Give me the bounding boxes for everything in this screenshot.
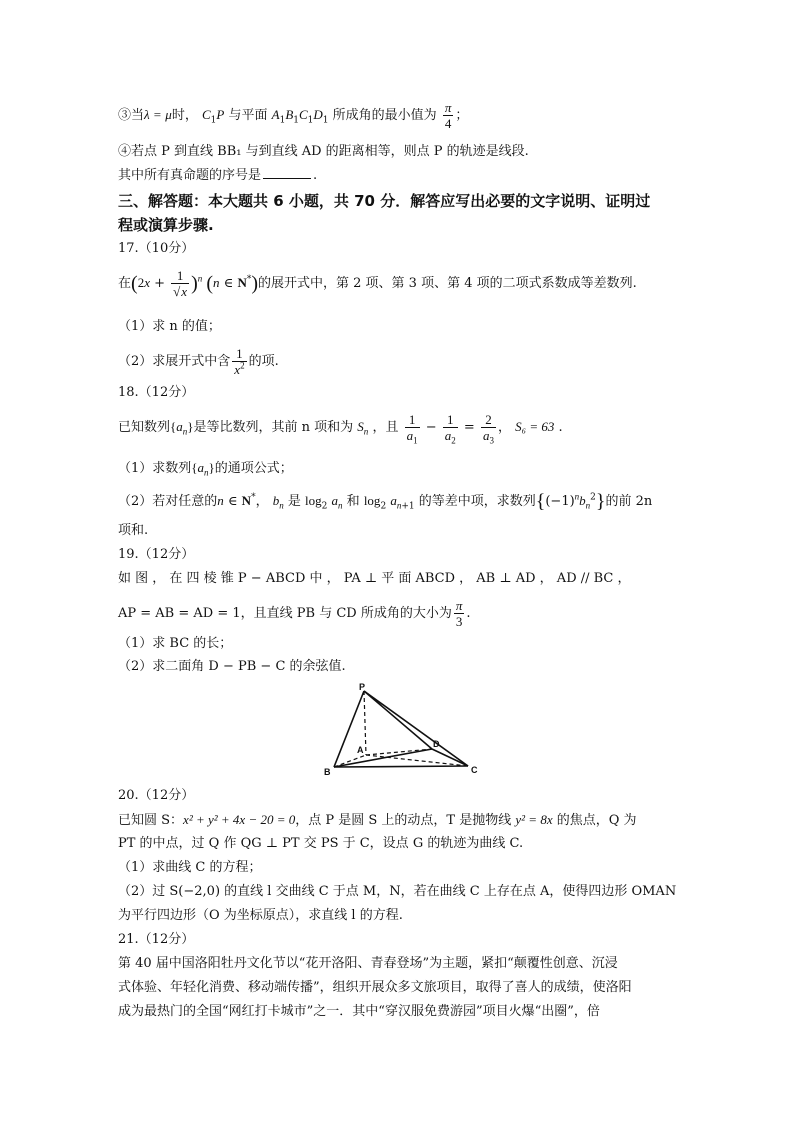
label-D: D (433, 739, 440, 749)
edge-BC (334, 766, 468, 767)
q20-heading: 20.（12分） (118, 788, 195, 803)
q18-heading: 18.（12分） (118, 385, 195, 400)
fill-in-text: 其中所有真命题的序号是 (118, 168, 262, 183)
statement-3: ③当λ = μ时， $C_1P$ 与平面 $A_1B_1C_1D_1$ 所成角的最小值为 $\frac{\pi}{4}$ ； (118, 100, 469, 131)
q18-part2-c: 是 (287, 494, 301, 509)
q18-part1: （1）求数列$\{a_n\}$的通项公式； (118, 460, 293, 478)
label-B: B (324, 767, 331, 775)
q19-stem-line2-b: . (466, 606, 471, 621)
q20-parabola-equation: y² = 8x (515, 812, 553, 827)
section-3-title: 三、解答题：本大题共 6 小题，共 70 分．解答应写出必要的文字说明、证明过 (118, 192, 651, 210)
q19-part1: （1）求 BC 的长； (118, 636, 233, 651)
fraction-2-over-a3: $\frac{2}{a_3}$ (482, 412, 494, 446)
edge-PC (364, 691, 468, 766)
q21-heading: 21.（12分） (118, 932, 195, 947)
q19-stem-line2-a: AP = AB = AD = 1，且直线 PB 与 CD 所成角的大小为 (118, 606, 452, 621)
q21-line3: 成为最热门的全国“网红打卡城市”之一．其中“穿汉服免费游园”项目火爆“出圈”，倍 (118, 1004, 600, 1019)
edge-PA-hidden (364, 691, 366, 755)
q18-stem-c: ，且 (372, 420, 399, 435)
q18-part2-cont: 项和. (118, 523, 149, 538)
q19-stem-line1: 如 图 ， 在 四 棱 锥 P − ABCD 中 ， PA ⊥ 平 面 ABCD ， AB ⊥ AD ， AD // BC ， (118, 571, 631, 586)
q17-heading: 17.（10分） (118, 241, 195, 256)
statement-3-text-d: 所成角的最小值为 (332, 108, 437, 123)
label-A: A (357, 745, 364, 755)
q18-part2-a: （2）若对任意的 (118, 494, 218, 509)
q18-part2-b: ， (255, 494, 269, 509)
pyramid-figure (320, 683, 500, 775)
q21-line1: 第 40 届中国洛阳牡丹文化节以“花开洛阳、青春登场”为主题，紧扣“颠覆性创意、沉浸 (118, 956, 618, 971)
q19-stem-line2 (118, 598, 471, 629)
statement-3-text: ③当 (118, 108, 145, 123)
fraction-1-over-x2: $\frac{1}{x^2}$ (234, 346, 245, 377)
q18-stem: 已知数列$\{a_n\}$是等比数列，其前 n 项和为 $S_n$ ，且 $\frac{1}{a_1}$ − $\frac{1}{a_2}$ = $\frac{2}{a_3}$ ， S₆ = 63 . (118, 412, 563, 446)
statement-3-text-e: ； (455, 108, 469, 123)
q20-stem-line2: PT 的中点，过 Q 作 QG ⊥ PT 交 PS 于 C，设点 G 的轨迹为曲线 C. (118, 836, 524, 851)
q21-line2: 式体验、年轻化消费、移动端传播”，组织开展众多文旅项目，取得了喜人的成绩，使洛阳 (118, 980, 632, 995)
q18-part2-f: 的前 2n (605, 494, 653, 509)
q20-part2-cont: 为平行四边形（O 为坐标原点），求直线 l 的方程. (118, 908, 403, 923)
q20-stem-c: ，点 P 是圆 S 上的动点，T 是抛物线 (295, 813, 512, 828)
q20-part1: （1）求曲线 C 的方程； (118, 860, 262, 875)
q17-part2-b: 的项. (248, 354, 279, 369)
q17-part1: （1）求 n 的值； (118, 319, 221, 334)
q17-stem: 在(2x + $\frac{1}{√x}$ )$^n$ (n ∈ N*)的展开式中，第 2 项、第 3 项、第 4 项的二项式系数成等差数列. (118, 268, 637, 299)
q18-part1-b: 的通项公式； (214, 461, 293, 476)
q17-stem-a: 在 (118, 276, 132, 291)
fraction-1-over-a1: $\frac{1}{a_1}$ (406, 412, 418, 446)
q18-stem-d: ， (497, 420, 511, 435)
q18-part2: （2）若对任意的n ∈ N*， $b_n$ 是 $\log_2 a_n$ 和 $\log_2 a_{n+1}$ 的等差中项，求数列$\{(-1)^nb_n^2\}$的前 2n (118, 490, 653, 513)
q19-heading: 19.（12分） (118, 547, 195, 562)
q20-circle-equation: x² + y² + 4x − 20 = 0 (183, 812, 296, 827)
q18-s6-value: S₆ = 63 (515, 419, 555, 434)
q18-part1-a: （1）求数列 (118, 461, 192, 476)
q20-part2: （2）过 S(−2,0) 的直线 l 交曲线 C 于点 M，N，若在曲线 C 上存在点 A，使得四边形 OMAN (118, 884, 677, 899)
fraction-1-over-sqrt-x: $\frac{1}{√x}$ (173, 268, 188, 299)
edge-BD (334, 749, 432, 767)
fill-in-prompt (118, 167, 317, 185)
edge-DC (432, 749, 468, 766)
q20-stem-e: 的焦点，Q 为 (556, 813, 637, 828)
answer-blank (263, 178, 311, 179)
q17-part2-a: （2）求展开式中含 (118, 354, 231, 369)
q17-part2 (118, 346, 279, 377)
fill-in-end: . (313, 168, 318, 183)
q18-stem-b: 是等比数列，其前 n 项和为 (193, 420, 354, 435)
q18-stem-a: 已知数列 (118, 420, 171, 435)
q17-stem-b: 的展开式中，第 2 项、第 3 项、第 4 项的二项式系数成等差数列. (258, 276, 637, 291)
label-P: P (359, 683, 366, 692)
statement-3-text-b: 时， (171, 108, 198, 123)
fraction-1-over-a2: $\frac{1}{a_2}$ (444, 412, 456, 446)
label-C: C (471, 765, 478, 775)
fraction-pi-over-3: $\frac{\pi}{3}$ (455, 598, 463, 629)
q19-part2: （2）求二面角 D − PB − C 的余弦值. (118, 659, 346, 674)
edge-PD (364, 691, 432, 749)
edge-PB (334, 691, 364, 767)
fraction-pi-over-4: $\frac{\pi}{4}$ (444, 100, 452, 131)
q18-part2-e: 的等差中项，求数列 (418, 494, 536, 509)
q20-stem-a: 已知圆 S： (118, 813, 184, 828)
edge-AC-hidden (366, 755, 468, 766)
edge-AD-hidden (366, 749, 432, 755)
statement-3-text-c: 与平面 (228, 108, 268, 123)
section-3-title-cont: 程或演算步骤. (118, 216, 214, 234)
q20-stem-line1 (118, 811, 637, 830)
q18-part2-d: 和 (346, 494, 360, 509)
statement-4: ④若点 P 到直线 BB₁ 与到直线 AD 的距离相等，则点 P 的轨迹是线段. (118, 144, 529, 159)
